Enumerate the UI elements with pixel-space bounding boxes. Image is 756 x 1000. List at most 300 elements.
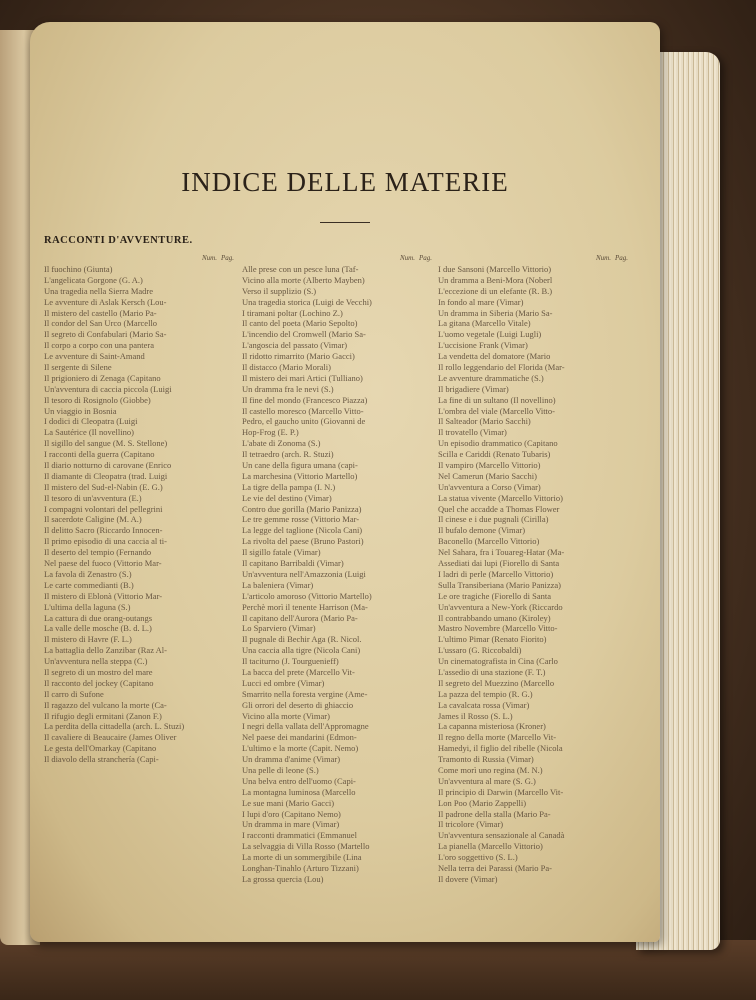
- entry-title: Il cinese e i due pugnali (Cirilla): [438, 514, 549, 525]
- index-entry: [438, 646, 628, 656]
- index-entry: [438, 341, 628, 351]
- index-entry: [242, 428, 432, 438]
- entry-title: L'uomo vegetale (Luigi Lugli): [438, 329, 542, 340]
- index-entry: [438, 385, 628, 395]
- entry-title: Il mistero di Havre (F. L.): [44, 634, 132, 645]
- index-entry: [438, 407, 628, 417]
- index-entry: [438, 603, 628, 613]
- index-entry: [242, 396, 432, 406]
- entry-title: Verso il supplizio (S.): [242, 285, 317, 296]
- entry-title: Il deserto del tempio (Fernando: [44, 547, 152, 558]
- entry-title: L'articolo amoroso (Vittorio Martello): [242, 590, 372, 601]
- entry-title: Il tesoro di un'avventura (E.): [44, 492, 142, 503]
- index-entry: [242, 799, 432, 809]
- index-entry: [438, 559, 628, 569]
- entry-title: Il mistero dei mari Artici (Tulliano): [242, 372, 363, 383]
- entry-title: Gli orrori del deserto di ghiaccio: [242, 699, 354, 710]
- entry-title: Il carro di Sufone: [44, 688, 104, 699]
- entry-title: L'uccisione Frank (Vimar): [438, 340, 528, 351]
- index-entry: [438, 515, 628, 525]
- entry-title: La baleniera (Vimar): [242, 579, 314, 590]
- entry-title: Le vie del destino (Vimar): [242, 492, 332, 503]
- index-entry: [44, 733, 234, 743]
- index-entry: [438, 570, 628, 580]
- entry-title: Un episodio drammatico (Capitano: [438, 438, 558, 449]
- index-entry: [438, 461, 628, 471]
- index-entry: [242, 537, 432, 547]
- entry-title: Una tragedia storica (Luigi de Vecchi): [242, 296, 372, 307]
- index-entry: [44, 341, 234, 351]
- entry-title: L'ultima della laguna (S.): [44, 601, 131, 612]
- entry-title: La Sautérice (Il novellino): [44, 427, 134, 438]
- entry-title: Il castello moresco (Marcello Vitto-: [242, 405, 364, 416]
- index-entry: [438, 581, 628, 591]
- entry-title: Il sacerdote Caligine (M. A.): [44, 514, 142, 525]
- index-entry: [438, 635, 628, 645]
- index-entry: [242, 341, 432, 351]
- entry-title: Il diavolo della stranchería (Capi-: [44, 754, 159, 765]
- entry-title: La selvaggia di Villa Rosso (Martello: [242, 841, 370, 852]
- entry-title: I compagni volontari del pellegrini: [44, 503, 163, 514]
- index-entry: [242, 842, 432, 852]
- entry-title: L'angelicata Gorgone (G. A.): [44, 274, 143, 285]
- index-entry: [44, 461, 234, 471]
- entry-title: Il mistero di Eblonà (Vittorio Mar-: [44, 590, 163, 601]
- index-entry: [438, 853, 628, 863]
- entry-title: La montagna luminosa (Marcello: [242, 786, 356, 797]
- entry-title: Un dramma in Siberia (Mario Sa-: [438, 307, 553, 318]
- entry-title: La vendetta del domatore (Mario: [438, 351, 551, 362]
- pag-header: Pag.: [220, 254, 234, 262]
- index-entry: [242, 701, 432, 711]
- index-entry: [242, 810, 432, 820]
- entry-title: Le tre gemme rosse (Vittorio Mar-: [242, 514, 360, 525]
- index-entry: [438, 788, 628, 798]
- index-entry: [44, 330, 234, 340]
- index-entry: [44, 265, 234, 275]
- index-entry: [44, 635, 234, 645]
- index-entry: [44, 646, 234, 656]
- entry-title: I ladri di perle (Marcello Vittorio): [438, 568, 554, 579]
- entry-title: Il ragazzo del vulcano la morte (Ca-: [44, 699, 167, 710]
- index-column-3: [438, 254, 628, 886]
- pag-header: Pag.: [418, 254, 432, 262]
- index-entry: [44, 450, 234, 460]
- entry-title: La morte di un sommergibile (Lina: [242, 852, 362, 863]
- index-entry: [242, 875, 432, 885]
- entry-title: La cattura di due orang-outangs: [44, 612, 153, 623]
- index-entry: [438, 505, 628, 515]
- index-entry: [44, 559, 234, 569]
- entry-title: La legge del taglione (Nicola Cani): [242, 525, 363, 536]
- index-entry: [242, 319, 432, 329]
- index-entry: [44, 439, 234, 449]
- index-entry: [438, 319, 628, 329]
- entry-title: Il pugnale di Bechir Aga (R. Nicol.: [242, 634, 362, 645]
- entry-title: Un'avventura nella steppa (C.): [44, 656, 148, 667]
- entry-title: La capanna misteriosa (Kroner): [438, 721, 546, 732]
- entry-title: Il segreto di un mostro del mare: [44, 666, 153, 677]
- index-entry: [242, 668, 432, 678]
- entry-title: L'assedio di una stazione (F. T.): [438, 666, 546, 677]
- index-entry: [44, 526, 234, 536]
- entry-title: La grossa quercia (Lou): [242, 873, 324, 884]
- entry-title: Il prigioniero di Zenaga (Capitano: [44, 372, 161, 383]
- entry-title: I lupi d'oro (Capitano Nemo): [242, 808, 341, 819]
- index-entry: [242, 374, 432, 384]
- entry-title: Lo Sparviero (Vimar): [242, 623, 316, 634]
- entry-title: Un cane della figura umana (capi-: [242, 460, 358, 471]
- entry-title: Il canto del poeta (Mario Sepolto): [242, 318, 358, 329]
- entry-title: La pianella (Marcello Vittorio): [438, 841, 543, 852]
- entry-title: I racconti drammatici (Emmanuel: [242, 830, 357, 841]
- index-entry: [242, 515, 432, 525]
- index-entry: [44, 614, 234, 624]
- entry-title: Una caccia alla tigre (Nicola Cani): [242, 645, 361, 656]
- entry-title: Il diario notturno di carovane (Enrico: [44, 460, 172, 471]
- entry-title: Un dramma in mare (Vimar): [242, 819, 340, 830]
- entry-title: Il racconto del jockey (Capitano: [44, 677, 154, 688]
- entry-title: Il padrone della stalla (Mario Pa-: [438, 808, 551, 819]
- index-entry: [242, 733, 432, 743]
- entry-title: Baconello (Marcello Vittorio): [438, 536, 540, 547]
- entry-title: Smarrito nella foresta vergine (Ame-: [242, 688, 368, 699]
- num-header: Num.: [400, 254, 415, 262]
- entry-title: Le avventure di Saint-Amand: [44, 351, 145, 362]
- index-entry: [438, 755, 628, 765]
- index-entry: [242, 679, 432, 689]
- entry-title: Un dramma a Beni-Mora (Noberl: [438, 274, 553, 285]
- index-entry: [242, 603, 432, 613]
- entry-title: Il sigillo del sangue (M. S. Stellone): [44, 438, 168, 449]
- index-entry: [438, 330, 628, 340]
- entry-title: Il rifugio degli ermitani (Zanon F.): [44, 710, 162, 721]
- entry-title: Il tesoro di Rosignolo (Giobbe): [44, 394, 151, 405]
- entry-title: Il principio di Darwin (Marcello Vit-: [438, 786, 564, 797]
- entry-title: La tigre della pampa (I. N.): [242, 481, 336, 492]
- index-entry: [438, 679, 628, 689]
- index-entry: [44, 309, 234, 319]
- index-entry: [242, 722, 432, 732]
- index-entry: [438, 287, 628, 297]
- index-entry: [438, 374, 628, 384]
- index-entry: [242, 450, 432, 460]
- entry-title: Il trovatello (Vimar): [438, 427, 507, 438]
- index-entry: [438, 592, 628, 602]
- index-entry: [438, 363, 628, 373]
- entry-title: Assediati dai lupi (Fiorello di Santa: [438, 558, 560, 569]
- index-entry: [44, 603, 234, 613]
- entry-title: La battaglia dello Zanzibar (Raz Al-: [44, 645, 167, 656]
- entry-title: Il tricolore (Vimar): [438, 819, 504, 830]
- entry-title: Mastro Novembre (Marcello Vitto-: [438, 623, 558, 634]
- index-entry: [44, 276, 234, 286]
- entry-title: La cavalcata rossa (Vimar): [438, 699, 530, 710]
- index-entry: [242, 755, 432, 765]
- index-entry: [242, 581, 432, 591]
- index-entry: [44, 690, 234, 700]
- index-entry: [242, 276, 432, 286]
- entry-title: I negri della vallata dell'Appromagne: [242, 721, 369, 732]
- index-entry: [44, 505, 234, 515]
- entry-title: Vicino alla morte (Alberto Mayben): [242, 274, 365, 285]
- entry-title: Un'avventura di caccia piccola (Luigi: [44, 383, 172, 394]
- entry-title: Il capitano dell'Aurora (Mario Pa-: [242, 612, 358, 623]
- index-entry: [44, 624, 234, 634]
- entry-title: Il rollo leggendario del Florida (Mar-: [438, 362, 565, 373]
- index-entry: [438, 352, 628, 362]
- index-entry: [44, 679, 234, 689]
- entry-title: L'abate di Zonoma (S.): [242, 438, 321, 449]
- entry-title: Un dramma d'anime (Vimar): [242, 754, 341, 765]
- index-entry: [44, 494, 234, 504]
- entry-title: Il brigadiere (Vimar): [438, 383, 509, 394]
- entry-title: Lon Poo (Mario Zappelli): [438, 797, 527, 808]
- entry-title: Il tetraedro (arch. R. Stuzi): [242, 449, 334, 460]
- entry-title: Una pelle di leone (S.): [242, 764, 319, 775]
- index-entry: [242, 820, 432, 830]
- index-entry: [438, 820, 628, 830]
- page-title: INDICE DELLE MATERIE: [181, 167, 509, 197]
- index-entry: [438, 526, 628, 536]
- entry-title: L'oro soggettivo (S. L.): [438, 852, 518, 863]
- index-entry: [438, 450, 628, 460]
- index-entry: [242, 363, 432, 373]
- index-entry: [438, 875, 628, 885]
- index-entry: [438, 831, 628, 841]
- entry-title: Le avventure drammatiche (S.): [438, 372, 544, 383]
- entry-title: Longhan-Tinahlo (Arturo Tizzani): [242, 862, 359, 873]
- index-entry: [242, 853, 432, 863]
- index-entry: [438, 483, 628, 493]
- index-entry: [242, 766, 432, 776]
- index-entry: [242, 831, 432, 841]
- index-entry: [44, 755, 234, 765]
- index-entry: [438, 733, 628, 743]
- entry-title: Le ore tragiche (Fiorello di Santa: [438, 590, 552, 601]
- index-entry: [242, 309, 432, 319]
- index-entry: [438, 668, 628, 678]
- book-page: [30, 22, 660, 942]
- entry-title: Il bufalo demone (Vimar): [438, 525, 526, 536]
- index-entry: [242, 657, 432, 667]
- index-entry: [242, 472, 432, 482]
- entry-title: Un dramma fra le nevi (S.): [242, 383, 334, 394]
- entry-title: Il sigillo fatale (Vimar): [242, 547, 321, 558]
- entry-title: Il ridotto rimarrito (Mario Gacci): [242, 351, 355, 362]
- entry-title: Lucci ed ombre (Vimar): [242, 677, 325, 688]
- index-entry: [438, 537, 628, 547]
- index-entry: [242, 624, 432, 634]
- entry-title: I due Sansoni (Marcello Vittorio): [438, 264, 552, 274]
- index-column-1: [44, 254, 234, 766]
- entry-title: L'ussaro (G. Riccobaldi): [438, 645, 522, 656]
- index-entry: [438, 744, 628, 754]
- index-entry: [242, 505, 432, 515]
- index-entry: [438, 777, 628, 787]
- index-entry: [242, 570, 432, 580]
- index-entry: [242, 461, 432, 471]
- index-entry: [242, 439, 432, 449]
- entry-title: Il distacco (Mario Morali): [242, 362, 331, 373]
- index-entry: [438, 298, 628, 308]
- index-entry: [242, 712, 432, 722]
- entry-title: Un'avventura a New-York (Riccardo: [438, 601, 563, 612]
- entry-title: Nel paese dei mandarini (Edmon-: [242, 732, 357, 743]
- pag-header: Pag.: [614, 254, 628, 262]
- entry-title: Il segreto del Muezzino (Marcello: [438, 677, 555, 688]
- index-entry: [438, 276, 628, 286]
- entry-title: La marchesina (Vittorio Martello): [242, 470, 358, 481]
- index-entry: [44, 287, 234, 297]
- index-entry: [438, 439, 628, 449]
- entry-title: L'eccezione di un elefante (R. B.): [438, 285, 553, 296]
- entry-title: La rivolta del paese (Bruno Pastori): [242, 536, 364, 547]
- entry-title: Le avventure di Aslak Kersch (Lou-: [44, 296, 167, 307]
- entry-title: Il diamante di Cleopatra (trad. Luigi: [44, 470, 168, 481]
- index-entry: [438, 766, 628, 776]
- index-entry: [44, 537, 234, 547]
- entry-title: Il fine del mondo (Francesco Piazza): [242, 394, 368, 405]
- entry-title: Il mistero del Sud-el-Nabin (E. G.): [44, 481, 163, 492]
- index-entry: [44, 352, 234, 362]
- index-entry: [242, 592, 432, 602]
- entry-title: Hamedyi, il figlio del ribelle (Nicola: [438, 743, 563, 754]
- index-column-2: [242, 254, 432, 886]
- entry-title: Scilla e Cariddi (Renato Tubaris): [438, 449, 551, 460]
- entry-title: Il delitto Sacro (Riccardo Innocen-: [44, 525, 163, 536]
- index-entry: [44, 374, 234, 384]
- index-entry: [44, 744, 234, 754]
- entry-title: Il dovere (Vimar): [438, 873, 498, 884]
- entry-title: I tiramani poltar (Lochino Z.): [242, 307, 343, 318]
- index-entry: [438, 712, 628, 722]
- entry-title: Il capitano Barribaldi (Vimar): [242, 558, 344, 569]
- entry-title: Perchè morì il tenente Harrison (Ma-: [242, 601, 368, 612]
- index-entry: [242, 494, 432, 504]
- entry-title: Il mistero del castello (Mario Pa-: [44, 307, 157, 318]
- index-entry: [44, 570, 234, 580]
- index-entry: [438, 548, 628, 558]
- entry-title: In fondo al mare (Vimar): [438, 296, 524, 307]
- index-entry: [44, 298, 234, 308]
- index-entry: [242, 483, 432, 493]
- index-entry: [438, 265, 628, 275]
- entry-title: I dodici di Cleopatra (Luigi: [44, 416, 138, 427]
- index-entry: [44, 657, 234, 667]
- entry-title: La perdita della cittadella (arch. L. Stuzi): [44, 721, 185, 732]
- index-entry: [438, 417, 628, 427]
- index-entry: [44, 396, 234, 406]
- entry-title: Le gesta dell'Omarkay (Capitano: [44, 743, 157, 754]
- entry-title: Le carte commedianti (B.): [44, 579, 134, 590]
- index-entry: [242, 635, 432, 645]
- index-entry: [438, 722, 628, 732]
- entry-title: L'ultimo e la morte (Capit. Nemo): [242, 743, 359, 754]
- num-header: Num.: [596, 254, 611, 262]
- index-entry: [44, 483, 234, 493]
- entry-title: Quel che accadde a Thomas Flower: [438, 503, 560, 514]
- index-entry: [438, 799, 628, 809]
- index-entry: [44, 548, 234, 558]
- num-header: Num.: [202, 254, 217, 262]
- entry-title: Un'avventura nell'Amazzonia (Luigi: [242, 568, 366, 579]
- entry-title: James il Rosso (S. L.): [438, 710, 513, 721]
- index-entry: [44, 472, 234, 482]
- entry-title: L'ultimo Pimar (Renato Fiorito): [438, 634, 547, 645]
- entry-title: Nel Camerun (Mario Sacchi): [438, 470, 537, 481]
- entry-title: Il primo episodio di una caccia al ti-: [44, 536, 167, 547]
- entry-title: Un cinematografista in Cina (Carlo: [438, 656, 558, 667]
- entry-title: Tramonto di Russia (Vimar): [438, 754, 534, 765]
- index-entry: [242, 559, 432, 569]
- entry-title: Il contrabbando umano (Kiroley): [438, 612, 551, 623]
- entry-title: I racconti della guerra (Capitano: [44, 449, 155, 460]
- entry-title: Il segreto di Confabulari (Mario Sa-: [44, 329, 167, 340]
- index-entry: [438, 396, 628, 406]
- index-entry: [44, 417, 234, 427]
- index-entry: [438, 690, 628, 700]
- entry-title: Il cavaliere di Beaucaire (James Oliver: [44, 732, 177, 743]
- index-entry: [242, 265, 432, 275]
- index-entry: [438, 472, 628, 482]
- entry-title: La favola di Zenastro (S.): [44, 568, 132, 579]
- entry-title: Nella terra dei Parassi (Mario Pa-: [438, 862, 552, 873]
- entry-title: La fine di un sultano (Il novellino): [438, 394, 556, 405]
- index-entry: [438, 657, 628, 667]
- entry-title: La pazza del tempio (R. G.): [438, 688, 533, 699]
- index-entry: [44, 592, 234, 602]
- index-entry: [242, 646, 432, 656]
- index-entry: [438, 309, 628, 319]
- entry-title: Hop-Frog (E. P.): [242, 427, 299, 438]
- entry-title: Il Salteador (Mario Sacchi): [438, 416, 531, 427]
- index-entry: [242, 864, 432, 874]
- entry-title: Contro due gorilla (Mario Panizza): [242, 503, 362, 514]
- entry-title: Pedro, el gaucho unito (Giovanni de: [242, 416, 366, 427]
- entry-title: Nel Sahara, fra i Touareg-Hatar (Ma-: [438, 547, 565, 558]
- entry-title: Una tragedia nella Sierra Madre: [44, 285, 154, 296]
- entry-title: L'angoscia del passato (Vimar): [242, 340, 348, 351]
- index-entry: [44, 668, 234, 678]
- index-entry: [44, 722, 234, 732]
- entry-title: Un viaggio in Bosnia: [44, 405, 117, 416]
- index-entry: [438, 810, 628, 820]
- index-entry: [44, 515, 234, 525]
- entry-title: Le sue mani (Mario Gacci): [242, 797, 335, 808]
- index-entry: [438, 428, 628, 438]
- index-entry: [44, 701, 234, 711]
- index-entry: [242, 614, 432, 624]
- entry-title: Il condor del San Urco (Marcello: [44, 318, 158, 329]
- entry-title: Il vampiro (Marcello Vittorio): [438, 460, 541, 471]
- entry-title: Nel paese del fuoco (Vittorio Mar-: [44, 558, 162, 569]
- entry-title: Una belva entro dell'uomo (Capi-: [242, 775, 356, 786]
- index-entry: [242, 407, 432, 417]
- entry-title: La statua vivente (Marcello Vittorio): [438, 492, 563, 503]
- index-entry: [438, 494, 628, 504]
- entry-title: L'ombra del viale (Marcello Vitto-: [438, 405, 555, 416]
- entry-title: La valle delle mosche (B. d. L.): [44, 623, 152, 634]
- entry-title: Vicino alla morte (Vimar): [242, 710, 330, 721]
- index-entry: [44, 712, 234, 722]
- index-entry: [44, 581, 234, 591]
- entry-title: Il regno della morte (Marcello Vit-: [438, 732, 557, 743]
- section-title: RACCONTI D'AVVENTURE.: [44, 235, 193, 246]
- entry-title: Il corpo a corpo con una pantera: [44, 340, 154, 351]
- index-entry: [242, 788, 432, 798]
- index-entry: [242, 385, 432, 395]
